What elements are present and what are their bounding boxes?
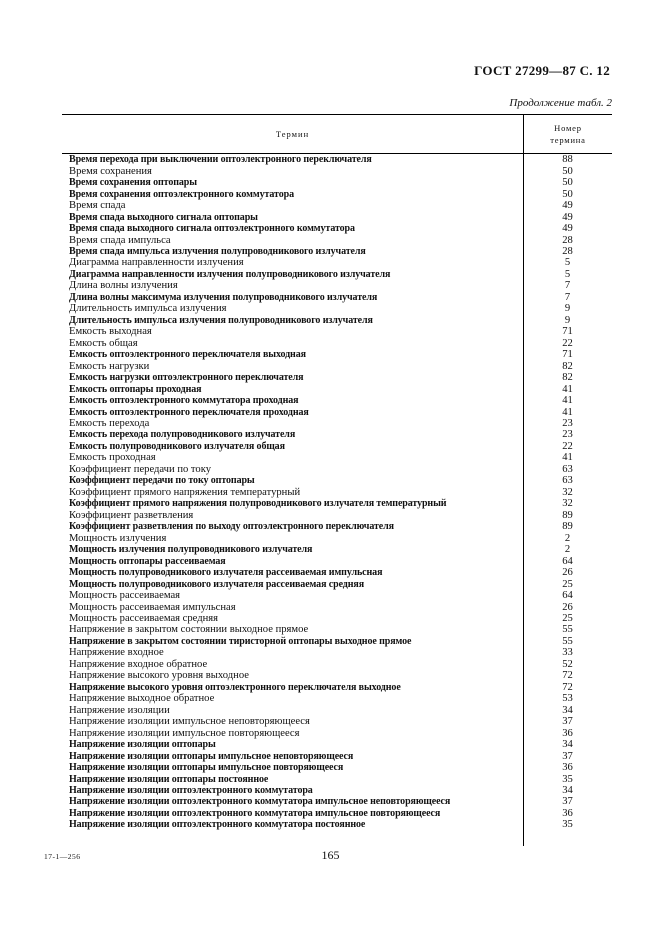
term-cell: Мощность полупроводникового излучателя рассеиваемая средняя	[69, 578, 365, 590]
term-number-cell: 64	[562, 555, 573, 567]
table-row	[62, 429, 612, 440]
table-row	[62, 773, 612, 784]
table-row	[62, 292, 612, 303]
column-header-term: Термин	[62, 115, 524, 153]
term-cell: Мощность рассеиваемая средняя	[69, 612, 219, 624]
table-row	[62, 360, 612, 371]
term-cell: Напряжение входное обратное	[69, 658, 208, 670]
page-header-title: ГОСТ 27299—87 С. 12	[474, 63, 610, 78]
term-number-cell: 34	[562, 739, 573, 751]
term-number-cell: 22	[562, 440, 573, 452]
term-number-cell: 50	[562, 188, 573, 200]
term-number-cell: 52	[562, 658, 573, 670]
table-row	[62, 257, 612, 268]
term-cell: Напряжение изоляции оптопары импульсное неповторяющееся	[69, 750, 354, 762]
term-number-cell: 50	[562, 165, 573, 177]
term-number-cell: 28	[562, 234, 573, 246]
term-number-cell: 89	[562, 509, 573, 521]
table-row	[62, 682, 612, 693]
table-row	[62, 211, 612, 222]
term-cell: Емкость оптоэлектронного коммутатора проходная	[69, 395, 299, 407]
term-cell: Мощность рассеиваемая	[69, 590, 181, 602]
term-cell: Напряжение изоляции оптоэлектронного коммутатора постоянное	[69, 819, 366, 831]
term-number-cell: 36	[562, 762, 573, 774]
term-number-cell: 49	[562, 200, 573, 212]
table-row	[62, 739, 612, 750]
term-cell: Время сохранения оптоэлектронного коммутатора	[69, 188, 294, 200]
term-number-cell: 5	[564, 257, 571, 269]
term-cell: Коэффициент передачи по току оптопары	[69, 475, 255, 487]
table-row	[62, 693, 612, 704]
term-number-cell: 35	[562, 773, 573, 785]
term-number-cell: 23	[562, 418, 573, 430]
term-cell: Напряжение в закрытом состоянии тиристорной оптопары выходное прямое	[69, 635, 412, 647]
table-row	[62, 464, 612, 475]
table-row	[62, 246, 612, 257]
term-cell: Емкость проходная	[69, 452, 156, 464]
term-number-cell: 25	[562, 612, 573, 624]
table-row	[62, 647, 612, 658]
term-number-cell: 41	[562, 383, 573, 395]
footer-print-code: 17-1—256	[44, 852, 81, 861]
term-number-cell: 71	[562, 349, 573, 361]
table-row	[62, 544, 612, 555]
term-cell: Время спада выходного сигнала оптоэлектронного коммутатора	[69, 223, 355, 235]
table-row	[62, 705, 612, 716]
term-number-cell: 72	[562, 681, 573, 693]
table-row	[62, 659, 612, 670]
term-cell: Напряжение изоляции оптопары импульсное повторяющееся	[69, 762, 344, 774]
term-number-cell: 55	[562, 624, 573, 636]
term-cell: Напряжение изоляции оптоэлектронного коммутатора импульсное повторяющееся	[69, 807, 441, 819]
table-row	[62, 177, 612, 188]
term-cell: Емкость нагрузки оптоэлектронного переключателя	[69, 372, 304, 384]
term-cell: Мощность полупроводникового излучателя рассеиваемая импульсная	[69, 567, 383, 579]
term-number-cell: 36	[562, 727, 573, 739]
term-cell: Мощность оптопары рассеиваемая	[69, 555, 226, 567]
term-cell: Коэффициент разветвления	[69, 509, 194, 521]
table-row	[62, 372, 612, 383]
term-number-cell: 22	[562, 337, 573, 349]
table-row	[62, 315, 612, 326]
table-row	[62, 418, 612, 429]
table-row	[62, 567, 612, 578]
term-cell: Напряжение изоляции оптопары постоянное	[69, 773, 269, 785]
term-number-cell: 72	[562, 670, 573, 682]
term-number-cell: 9	[564, 314, 571, 326]
term-cell: Мощность излучения полупроводникового излучателя	[69, 544, 313, 556]
table-row	[62, 785, 612, 796]
table-row	[62, 338, 612, 349]
term-cell: Емкость перехода полупроводникового излучателя	[69, 429, 296, 441]
table-row	[62, 223, 612, 234]
table-row	[62, 510, 612, 521]
column-header-number	[524, 115, 612, 153]
term-number-cell: 37	[562, 796, 573, 808]
table-row	[62, 601, 612, 612]
term-cell: Длина волны излучения	[69, 280, 178, 292]
table-row	[62, 750, 612, 761]
term-cell: Емкость оптоэлектронного переключателя проходная	[69, 406, 309, 418]
table-row	[62, 670, 612, 681]
table-row	[62, 188, 612, 199]
table-row	[62, 383, 612, 394]
term-number-cell: 55	[562, 635, 573, 647]
table-row	[62, 716, 612, 727]
table-body	[62, 154, 612, 846]
term-cell: Время перехода при выключении оптоэлектронного переключателя	[69, 154, 372, 166]
term-number-cell: 41	[562, 406, 573, 418]
term-cell: Емкость общая	[69, 337, 138, 349]
term-number-cell: 53	[562, 693, 573, 705]
term-cell: Емкость выходная	[69, 326, 152, 338]
term-number-cell: 32	[562, 498, 573, 510]
term-cell: Время сохранения	[69, 165, 152, 177]
table-row	[62, 487, 612, 498]
column-header-number-line1: Номер	[554, 123, 582, 133]
term-cell: Напряжение изоляции	[69, 704, 170, 716]
term-number-cell: 23	[562, 429, 573, 441]
term-number-cell: 41	[562, 452, 573, 464]
table-row	[62, 819, 612, 830]
term-number-cell: 89	[562, 521, 573, 533]
term-number-cell: 49	[562, 211, 573, 223]
table-row	[62, 578, 612, 589]
term-cell: Время спада импульса	[69, 234, 171, 246]
term-number-cell: 33	[562, 647, 573, 659]
term-cell: Емкость нагрузки	[69, 360, 150, 372]
term-cell: Емкость оптоэлектронного переключателя выходная	[69, 349, 306, 361]
term-number-cell: 25	[562, 578, 573, 590]
term-number-cell: 82	[562, 360, 573, 372]
term-cell: Напряжение в закрытом состоянии выходное прямое	[69, 624, 309, 636]
term-cell: Напряжение изоляции оптоэлектронного коммутатора импульсное неповторяющееся	[69, 796, 451, 808]
column-header-number-line2: термина	[550, 135, 586, 145]
term-number-cell: 26	[562, 567, 573, 579]
table-row	[62, 234, 612, 245]
table-row	[62, 269, 612, 280]
term-number-cell: 28	[562, 245, 573, 257]
table-row	[62, 326, 612, 337]
term-number-cell: 71	[562, 326, 573, 338]
term-cell: Время сохранения оптопары	[69, 177, 197, 189]
column-divider	[523, 154, 524, 846]
term-number-cell: 7	[564, 280, 571, 292]
term-cell: Напряжение изоляции оптоэлектронного коммутатора	[69, 785, 313, 797]
term-number-cell: 50	[562, 177, 573, 189]
table-row	[62, 613, 612, 624]
term-number-cell: 63	[562, 475, 573, 487]
term-cell: Емкость оптопары проходная	[69, 383, 202, 395]
term-cell: Диаграмма направленности излучения полупроводникового излучателя	[69, 268, 391, 280]
term-cell: Напряжение высокого уровня оптоэлектронного переключателя выходное	[69, 681, 401, 693]
term-cell: Напряжение выходное обратное	[69, 693, 215, 705]
term-cell: Коэффициент прямого напряжения полупроводникового излучателя температурный	[69, 498, 447, 510]
term-number-cell: 35	[562, 819, 573, 831]
table-row	[62, 280, 612, 291]
table-row	[62, 406, 612, 417]
term-number-cell: 37	[562, 716, 573, 728]
page-number: 165	[321, 848, 340, 862]
term-number-cell: 26	[562, 601, 573, 613]
term-number-cell: 49	[562, 223, 573, 235]
term-cell: Длина волны максимума излучения полупроводникового излучателя	[69, 291, 378, 303]
term-number-cell: 32	[562, 486, 573, 498]
table-row	[62, 165, 612, 176]
term-number-cell: 36	[562, 807, 573, 819]
term-cell: Напряжение изоляции оптопары	[69, 739, 216, 751]
term-cell: Мощность рассеиваемая импульсная	[69, 601, 236, 613]
table-row	[62, 452, 612, 463]
term-cell: Время спада	[69, 200, 126, 212]
table-row	[62, 154, 612, 165]
terms-table	[62, 114, 612, 831]
term-cell: Коэффициент разветвления по выходу оптоэлектронного переключателя	[69, 521, 394, 533]
table-continuation-caption: Продолжение табл. 2	[509, 97, 612, 109]
table-row	[62, 796, 612, 807]
term-cell: Длительность импульса излучения	[69, 303, 227, 315]
term-cell: Напряжение изоляции импульсное повторяющееся	[69, 727, 300, 739]
term-cell: Емкость перехода	[69, 418, 150, 430]
term-number-cell: 37	[562, 750, 573, 762]
term-number-cell: 82	[562, 372, 573, 384]
table-row	[62, 441, 612, 452]
table-row	[62, 590, 612, 601]
term-cell: Время спада выходного сигнала оптопары	[69, 211, 258, 223]
term-number-cell: 63	[562, 463, 573, 475]
term-number-cell: 34	[562, 785, 573, 797]
term-cell: Мощность излучения	[69, 532, 167, 544]
table-row	[62, 636, 612, 647]
term-number-cell: 7	[564, 291, 571, 303]
term-number-cell: 5	[564, 268, 571, 280]
term-cell: Длительность импульса излучения полупроводникового излучателя	[69, 314, 373, 326]
term-cell: Диаграмма направленности излучения	[69, 257, 244, 269]
table-row	[62, 555, 612, 566]
table-row	[62, 808, 612, 819]
table-row	[62, 475, 612, 486]
table-row	[62, 521, 612, 532]
table-row	[62, 349, 612, 360]
term-number-cell: 88	[562, 154, 573, 166]
table-row	[62, 624, 612, 635]
term-number-cell: 64	[562, 590, 573, 602]
table-row	[62, 498, 612, 509]
term-cell: Напряжение входное	[69, 647, 164, 659]
term-cell: Коэффициент прямого напряжения температурный	[69, 486, 301, 498]
term-cell: Коэффициент передачи по току	[69, 463, 212, 475]
term-number-cell: 34	[562, 704, 573, 716]
term-cell: Емкость полупроводникового излучателя общая	[69, 440, 285, 452]
term-number-cell: 2	[564, 532, 571, 544]
table-header	[62, 114, 612, 154]
table-row	[62, 727, 612, 738]
table-row	[62, 395, 612, 406]
term-cell: Напряжение изоляции импульсное неповторяющееся	[69, 716, 310, 728]
term-cell: Время спада импульса излучения полупроводникового излучателя	[69, 245, 366, 257]
term-number-cell: 9	[564, 303, 571, 315]
table-row	[62, 532, 612, 543]
term-number-cell: 41	[562, 395, 573, 407]
table-row	[62, 303, 612, 314]
table-row	[62, 200, 612, 211]
table-row	[62, 762, 612, 773]
term-cell: Напряжение высокого уровня выходное	[69, 670, 249, 682]
term-number-cell: 2	[564, 544, 571, 556]
